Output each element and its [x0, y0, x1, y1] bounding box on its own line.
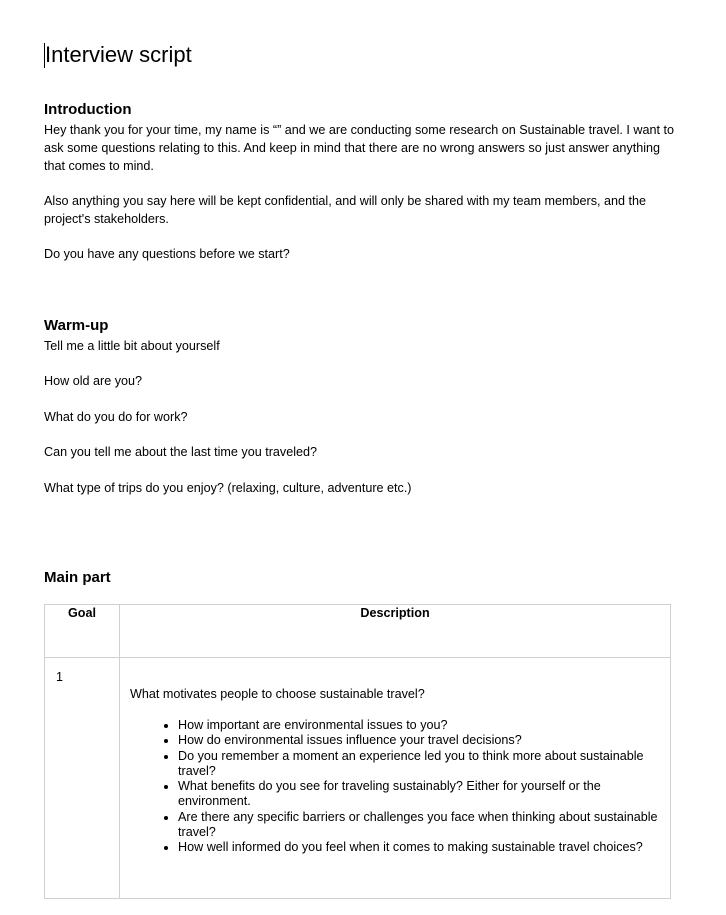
- document-title[interactable]: Interview script: [45, 42, 192, 67]
- sub-question: • Do you remember a moment an experience led you to think more about sustainable travel?: [178, 749, 660, 780]
- sub-question: • How important are environmental issues to you?: [178, 718, 660, 733]
- introduction-heading: Introduction: [44, 101, 132, 118]
- warmup-question: How old are you?: [44, 374, 143, 388]
- introduction-paragraph-1: Hey thank you for your time, my name is “” and we are conducting some research on Sustainable travel. I want to ask some questions relating to this. And keep in mind that there are no wrong answers so just answer anything that comes to mind.: [44, 123, 674, 173]
- introduction-paragraph-3: Do you have any questions before we start?: [44, 247, 290, 261]
- sub-question: • Are there any specific barriers or challenges you face when thinking about sustainable travel?: [178, 810, 660, 841]
- sub-question: • How do environmental issues influence your travel decisions?: [178, 733, 660, 748]
- sub-question: • How well informed do you feel when it comes to making sustainable travel choices?: [178, 840, 660, 855]
- introduction-paragraph-2: Also anything you say here will be kept confidential, and will only be shared with my team members, and the project's stakeholders.: [44, 194, 647, 226]
- warmup-question: Can you tell me about the last time you traveled?: [44, 445, 318, 459]
- main-part-heading: Main part: [44, 569, 111, 586]
- warmup-question: What do you do for work?: [44, 410, 188, 424]
- sub-question: • What benefits do you see for traveling sustainably? Either for yourself or the environment.: [178, 779, 660, 810]
- warmup-heading: Warm-up: [44, 317, 109, 334]
- description-cell: [120, 658, 671, 899]
- main-part-table: [44, 604, 671, 899]
- table-row: [45, 658, 671, 899]
- goal-column-header: Goal: [45, 605, 120, 658]
- table-header-row: [45, 605, 671, 658]
- warmup-question: Tell me a little bit about yourself: [44, 339, 220, 353]
- warmup-question: What type of trips do you enjoy? (relaxing, culture, adventure etc.): [44, 481, 412, 495]
- title-block[interactable]: [44, 42, 192, 68]
- description-column-header: Description: [120, 605, 671, 658]
- goal-cell: 1: [45, 658, 120, 899]
- main-question: What motivates people to choose sustainable travel?: [130, 687, 425, 701]
- sub-question-list: [130, 718, 660, 856]
